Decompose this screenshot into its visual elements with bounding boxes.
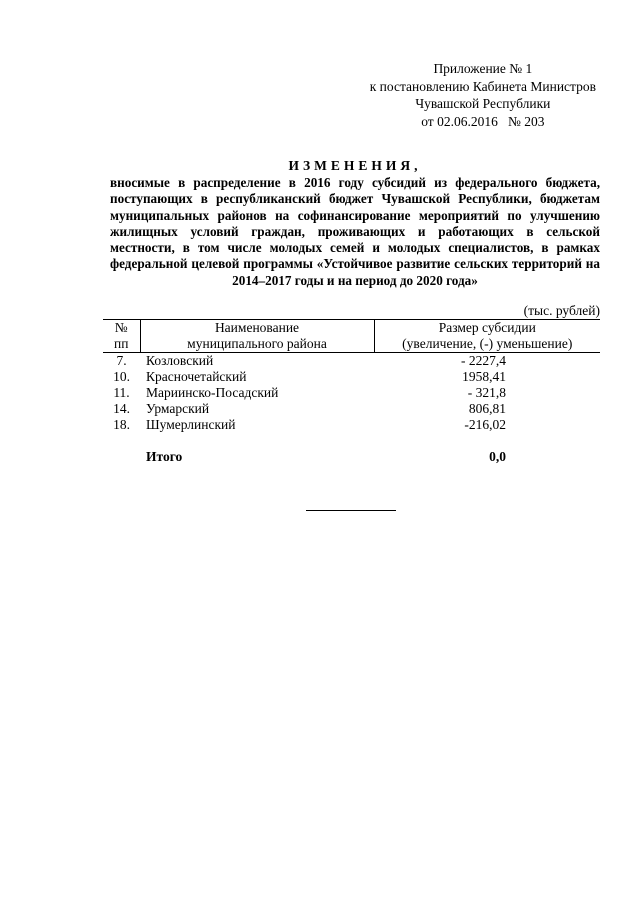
header-amount-line1: Размер субсидии xyxy=(438,320,536,335)
row-amount: - 321,8 xyxy=(467,385,506,400)
row-number: 18. xyxy=(113,417,130,432)
subsidies-table xyxy=(103,319,600,465)
appendix-date-number: от 02.06.2016 № 203 xyxy=(421,113,545,129)
row-district: Шумерлинский xyxy=(146,417,236,432)
document-subtitle: вносимые в распределение в 2016 году субсидий из федерального бюджета, поступающих в республиканский бюджет Чувашской Республики, бюджетам муниципальных районов на софинансирование мероприятий по улучшению жилищных условий граждан, проживающих и работающих в сельской местности, в том числе молодых семей и молодых специалистов, в рамках федеральной целевой программы «Устойчивое развитие сельских территорий на 2014–2017 годы и на период до 2020 года» xyxy=(110,175,600,288)
table-row xyxy=(103,353,600,370)
appendix-resolution: к постановлению Кабинета Министров xyxy=(369,78,596,94)
header-subsidy-amount xyxy=(374,320,600,353)
row-amount: 806,81 xyxy=(468,401,506,416)
table-row xyxy=(103,417,600,433)
header-name-line2: муниципального района xyxy=(187,336,327,351)
header-amount-line2: (увеличение, (-) уменьшение) xyxy=(402,336,573,351)
row-amount: -216,02 xyxy=(464,417,506,432)
row-number: 14. xyxy=(113,401,130,416)
row-amount: - 2227,4 xyxy=(461,353,506,368)
table-row xyxy=(103,401,600,417)
table-row xyxy=(103,385,600,401)
header-number-line1: № xyxy=(114,320,128,335)
header-name-line1: Наименование xyxy=(214,320,300,335)
header-district-name xyxy=(140,320,374,353)
document-title: ИЗМЕНЕНИЯ, xyxy=(288,158,422,173)
units-label: (тыс. рублей) xyxy=(523,303,600,318)
appendix-title: Приложение № 1 xyxy=(433,61,533,76)
row-number: 10. xyxy=(113,369,130,384)
appendix-republic: Чувашской Республики xyxy=(415,96,551,111)
appendix-block xyxy=(370,60,596,130)
row-number: 7. xyxy=(116,353,127,368)
row-district: Красночетайский xyxy=(146,369,247,384)
row-district: Козловский xyxy=(146,353,214,368)
table-total-row xyxy=(103,449,600,465)
table-spacer-row xyxy=(103,433,600,449)
header-number xyxy=(103,320,140,353)
row-district: Урмарский xyxy=(146,401,210,416)
row-number: 11. xyxy=(113,385,130,400)
header-number-line2: пп xyxy=(114,336,129,351)
total-amount: 0,0 xyxy=(489,449,506,464)
row-amount: 1958,41 xyxy=(462,369,506,384)
table-header-row xyxy=(103,320,600,353)
closing-line xyxy=(306,510,396,511)
total-label: Итого xyxy=(146,449,183,464)
table-row xyxy=(103,369,600,385)
row-district: Мариинско-Посадский xyxy=(146,385,279,400)
